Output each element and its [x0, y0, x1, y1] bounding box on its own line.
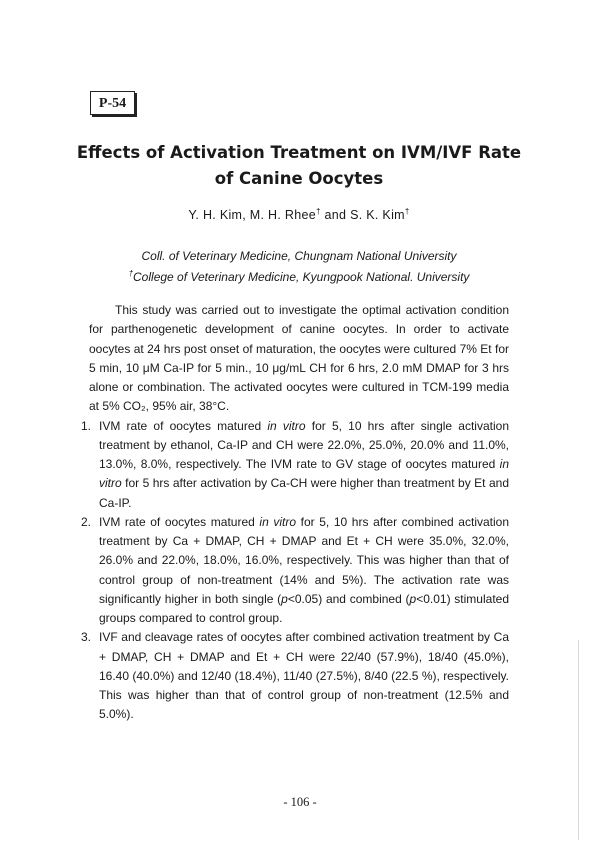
page-number: - 106 - [283, 795, 317, 809]
result-item-2 [81, 513, 510, 629]
dagger-mark-1: † [316, 207, 321, 216]
affiliation-1: Coll. of Veterinary Medicine, Chungnam National University [141, 249, 457, 263]
result-item-3 [81, 628, 509, 724]
result-text: <0.05) and combined ( [287, 591, 410, 606]
result-number: 3. [81, 630, 92, 645]
results-list [81, 417, 510, 725]
result-text: IVM rate of oocytes matured [99, 514, 260, 529]
authors-part-1: Y. H. Kim, M. H. Rhee [188, 208, 317, 223]
affiliation-dagger: † [128, 269, 134, 278]
affiliation-2-wrap [60, 265, 538, 286]
result-italic: p [409, 591, 417, 606]
result-number: 2. [81, 514, 92, 529]
result-text: IVF and cleavage rates of oocytes after combined activation treatment by Ca + DMAP, CH + DMAP and Et + CH were 22/40 (57.9%), 18/40 (45.0%), 16.40 (40.0%) and 12/40 (18.4%), 11/40 (27.5%), 8/40 (22.5 %), respectively. This was higher than that of control group of non-treatment (12.5% and 5.0%). [99, 630, 509, 722]
result-number: 1. [81, 418, 92, 433]
affiliation-2: College of Veterinary Medicine, Kyungpook National. University [133, 270, 470, 284]
result-text: for 5 hrs after activation by Ca-CH were higher than treatment by Et and Ca-IP. [99, 476, 509, 510]
result-italic: in vitro [99, 457, 509, 491]
intro-paragraph: This study was carried out to investigate the optimal activation condition for parthenogenetic development of canine oocytes. In order to activate oocytes at 24 hrs post onset of maturation, the oocytes were cultured 7% Et for 5 min, 10 μM Ca-IP for 5 min., 10 μg/mL CH for 6 hrs, 2.0 mM DMAP for 3 hrs alone or combination. The activated oocytes were cultured in TCM-199 media at 5% CO₂, 95% air, 38°C. [89, 303, 509, 414]
result-text: IVM rate of oocytes matured [99, 418, 268, 433]
abstract-body [81, 301, 510, 725]
title-line-2: of Canine Oocytes [214, 169, 384, 188]
result-text: for 5, 10 hrs after single activation treatment by ethanol, Ca-IP and CH were 22.0%, 25.0%, 20.0% and 11.0%, 13.0%, 8.0%, respectively. The IVM rate to GV stage of oocytes matured [99, 418, 509, 471]
title-line-1: Effects of Activation Treatment on IVM/IVF Rate [76, 143, 522, 162]
result-text: for 5, 10 hrs after combined activation treatment by Ca + DMAP, CH + DMAP and Et + CH were 35.0%, 32.0%, 26.0% and 22.0%, 18.0%, 16.0%, respectively. This was higher than that of control group of non-treatment (14% and 5%). The activation rate was significantly higher in both single ( [99, 514, 510, 606]
paper-title [60, 140, 538, 192]
result-item-1 [81, 417, 509, 513]
result-italic: p [281, 591, 288, 606]
scan-edge-line [578, 640, 579, 840]
abstract-id-badge: P-54 [90, 91, 135, 115]
result-italic: in vitro [259, 514, 297, 529]
dagger-mark-2: † [404, 207, 410, 216]
author-list [60, 207, 538, 222]
result-italic: in vitro [267, 418, 306, 433]
affiliations [60, 247, 538, 286]
authors-part-2: and S. K. Kim [320, 208, 405, 223]
result-text: <0.01) stimulated groups compared to control group. [99, 591, 509, 625]
